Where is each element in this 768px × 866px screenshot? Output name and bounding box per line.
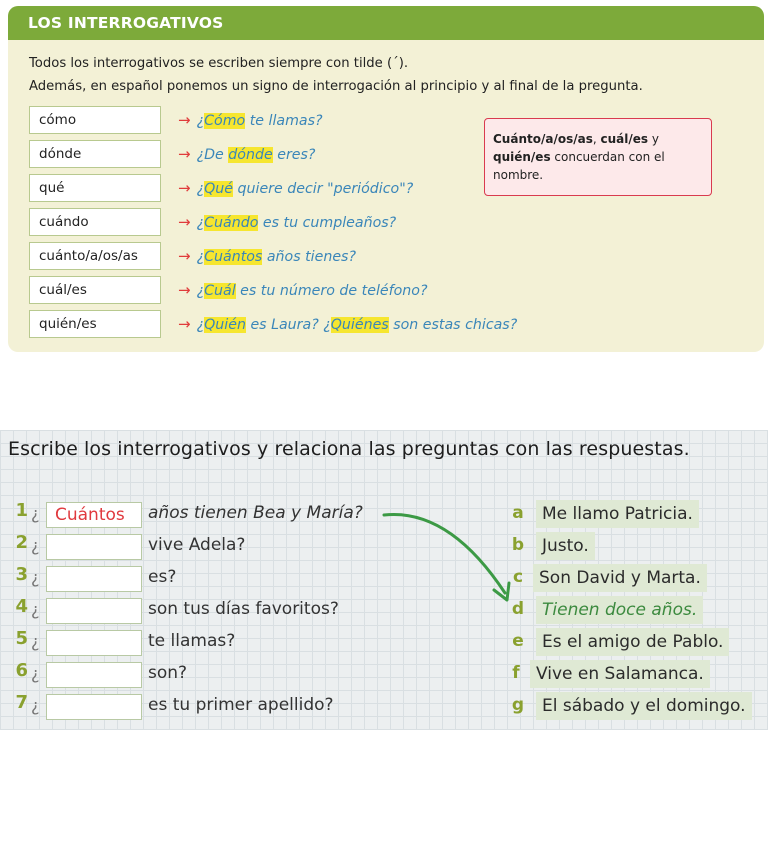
word-box-como: cómo	[29, 106, 161, 134]
example-sentence: → ¿Cuándo es tu cumpleaños?	[178, 213, 397, 231]
arrow-right-icon: →	[178, 281, 191, 299]
inverted-question-mark: ¿	[31, 696, 40, 715]
word-box-donde: dónde	[29, 140, 161, 168]
question-text: te llamas?	[148, 631, 236, 651]
example-sentence: → ¿De dónde eres?	[178, 145, 316, 163]
question-number: 6	[15, 660, 28, 681]
exercise-panel	[0, 430, 768, 730]
answer-letter: f	[512, 663, 520, 683]
word-box-cual: cuál/es	[29, 276, 161, 304]
answer-text[interactable]: Vive en Salamanca.	[530, 660, 710, 688]
intro-line-1: Todos los interrogativos se escriben siempre con tilde (´).	[29, 56, 409, 71]
answer-letter: d	[511, 599, 525, 619]
question-text: son?	[148, 663, 188, 683]
agreement-note: Cuánto/a/os/as, cuál/es y quién/es concuerdan con el nombre.	[484, 118, 712, 196]
word-box-cuanto: cuánto/a/os/as	[29, 242, 161, 270]
highlighted-word: dónde	[228, 147, 273, 163]
intro-line-2: Además, en español ponemos un signo de interrogación al principio y al final de la pregunta.	[29, 79, 643, 94]
question-number: 1	[15, 500, 28, 521]
question-text: vive Adela?	[148, 535, 246, 555]
answer-text[interactable]: Son David y Marta.	[533, 564, 707, 592]
question-number: 4	[15, 596, 28, 617]
answer-input[interactable]	[46, 598, 142, 624]
inverted-question-mark: ¿	[31, 664, 40, 683]
answer-input[interactable]: Cuántos	[46, 502, 142, 528]
highlighted-word: Quién	[204, 317, 246, 333]
answer-input[interactable]	[46, 694, 142, 720]
arrow-right-icon: →	[178, 111, 191, 129]
arrow-right-icon: →	[178, 179, 191, 197]
answer-text[interactable]: Es el amigo de Pablo.	[536, 628, 729, 656]
question-text: es?	[148, 567, 177, 587]
example-sentence: → ¿Cómo te llamas?	[178, 111, 323, 129]
answer-letter: e	[512, 631, 524, 651]
example-sentence: → ¿Cuántos años tienes?	[178, 247, 356, 265]
answer-input[interactable]	[46, 662, 142, 688]
question-number: 5	[15, 628, 28, 649]
answer-text[interactable]: El sábado y el domingo.	[536, 692, 752, 720]
highlighted-word: Cuándo	[204, 215, 259, 231]
inverted-question-mark: ¿	[31, 600, 40, 619]
inverted-question-mark: ¿	[31, 568, 40, 587]
answer-letter: c	[512, 567, 524, 587]
answer-letter: a	[512, 503, 524, 523]
answer-input[interactable]	[46, 534, 142, 560]
inverted-question-mark: ¿	[31, 504, 40, 523]
example-sentence: → ¿Qué quiere decir "periódico"?	[178, 179, 414, 197]
question-number: 2	[15, 532, 28, 553]
arrow-right-icon: →	[178, 213, 191, 231]
question-text: es tu primer apellido?	[148, 695, 334, 715]
highlighted-word: Cuál	[204, 283, 236, 299]
question-number: 3	[15, 564, 28, 585]
example-sentence: → ¿Quién es Laura? ¿Quiénes son estas chicas?	[178, 315, 518, 333]
highlighted-word: Cuántos	[204, 249, 263, 265]
highlighted-word: Cómo	[204, 113, 246, 129]
question-text: años tienen Bea y María?	[148, 503, 363, 523]
interrogatives-summary-box	[8, 6, 764, 352]
summary-title: LOS INTERROGATIVOS	[8, 6, 764, 40]
answer-text[interactable]: Tienen doce años.	[536, 596, 703, 624]
answer-letter: b	[511, 535, 525, 555]
answer-letter: g	[511, 695, 525, 715]
answer-text[interactable]: Me llamo Patricia.	[536, 500, 699, 528]
arrow-right-icon: →	[178, 247, 191, 265]
exercise-title: Escribe los interrogativos y relaciona las preguntas con las respuestas.	[8, 438, 690, 460]
inverted-question-mark: ¿	[31, 632, 40, 651]
highlighted-word: Quiénes	[330, 317, 389, 333]
answer-input[interactable]	[46, 566, 142, 592]
inverted-question-mark: ¿	[31, 536, 40, 555]
word-box-cuando: cuándo	[29, 208, 161, 236]
arrow-right-icon: →	[178, 315, 191, 333]
question-text: son tus días favoritos?	[148, 599, 339, 619]
highlighted-word: Qué	[204, 181, 233, 197]
arrow-right-icon: →	[178, 145, 191, 163]
example-sentence: → ¿Cuál es tu número de teléfono?	[178, 281, 428, 299]
word-box-quien: quién/es	[29, 310, 161, 338]
answer-input[interactable]	[46, 630, 142, 656]
word-box-que: qué	[29, 174, 161, 202]
question-number: 7	[15, 692, 28, 713]
answer-text[interactable]: Justo.	[536, 532, 595, 560]
